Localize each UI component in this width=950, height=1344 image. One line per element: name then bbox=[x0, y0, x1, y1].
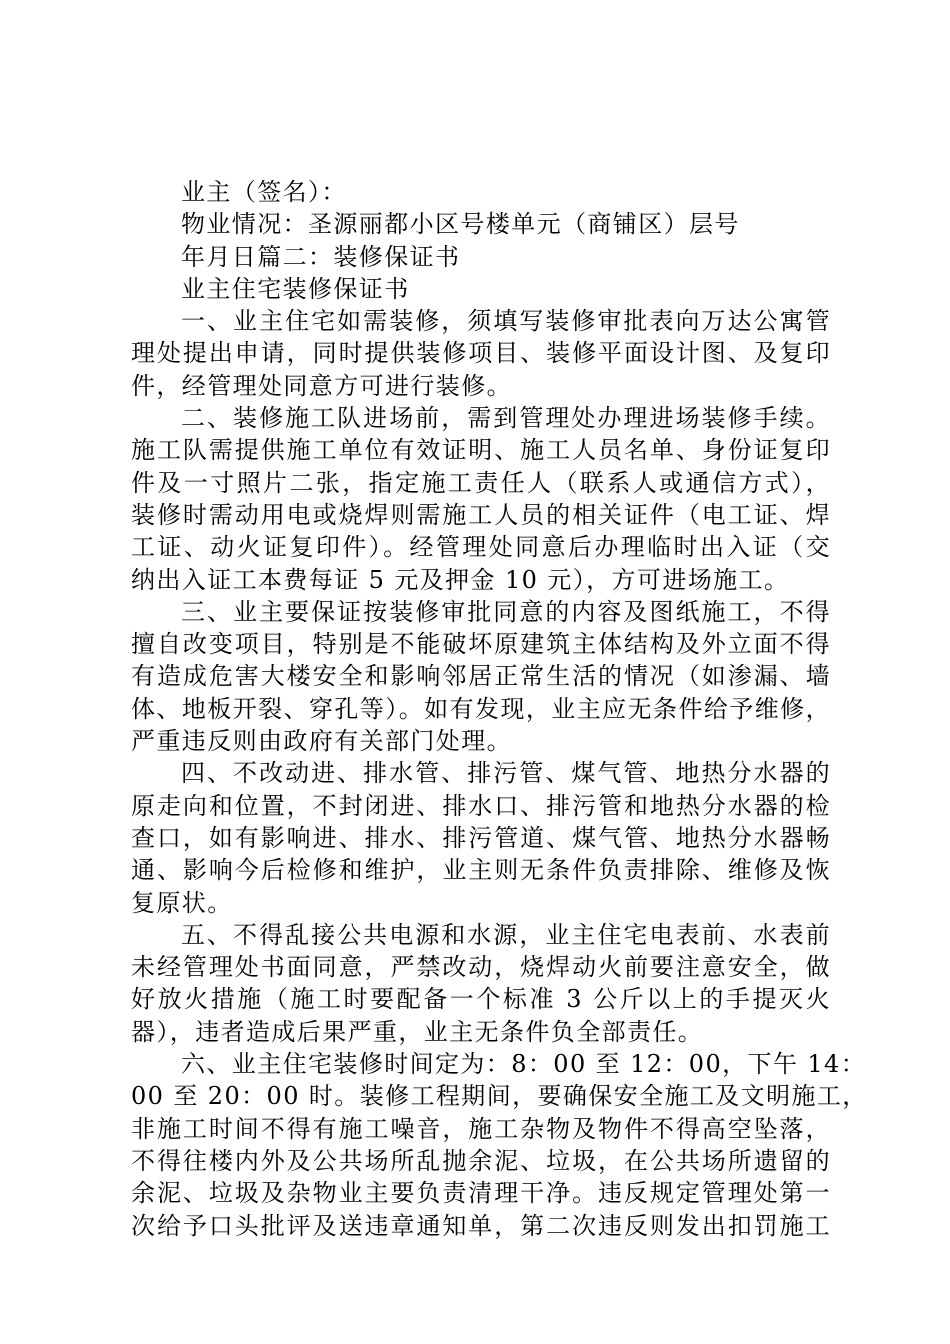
text-line: 余泥、垃圾及杂物业主要负责清理干净。违反规定管理处第一 bbox=[131, 1179, 831, 1208]
text-line: 业主（签名）： bbox=[181, 178, 347, 206]
text-line: 一、业主住宅如需装修，须填写装修审批表向万达公寓管 bbox=[181, 307, 831, 336]
text-line: 不得往楼内外及公共场所乱抛余泥、垃圾，在公共场所遗留的 bbox=[131, 1146, 831, 1175]
text-line: 体、地板开裂、穿孔等）。如有发现，业主应无条件给予维修， bbox=[131, 694, 831, 723]
text-line: 二、装修施工队进场前，需到管理处办理进场装修手续。 bbox=[181, 404, 831, 433]
text-line: 件，经管理处同意方可进行装修。 bbox=[131, 371, 512, 400]
text-line: 复原状。 bbox=[131, 888, 233, 917]
text-line: 年月日篇二：装修保证书 bbox=[181, 242, 461, 271]
text-line: 次给予口头批评及送违章通知单，第二次违反则发出扣罚施工 bbox=[131, 1211, 831, 1240]
text-line: 未经管理处书面同意，严禁改动，烧焊动火前要注意安全，做 bbox=[131, 953, 831, 982]
text-line: 物业情况：圣源丽都小区号楼单元（商铺区）层号 bbox=[181, 210, 740, 239]
text-line: 五、不得乱接公共电源和水源，业主住宅电表前、水表前 bbox=[181, 920, 831, 949]
text-line: 三、业主要保证按装修审批同意的内容及图纸施工，不得 bbox=[181, 597, 831, 626]
text-line: 六、业主住宅装修时间定为：8：00 至 12：00，下午 14： bbox=[181, 1050, 867, 1079]
text-line: 好放火措施（施工时要配备一个标准 3 公斤以上的手提灭火 bbox=[131, 985, 831, 1014]
text-line: 擅自改变项目，特别是不能破坏原建筑主体结构及外立面不得 bbox=[131, 630, 831, 659]
document-body bbox=[131, 176, 868, 1242]
text-line: 四、不改动进、排水管、排污管、煤气管、地热分水器的 bbox=[181, 759, 831, 788]
text-line: 工证、动火证复印件）。经管理处同意后办理临时出入证（交 bbox=[131, 533, 831, 562]
text-line: 器），违者造成后果严重，业主无条件负全部责任。 bbox=[131, 1017, 704, 1046]
text-line: 原走向和位置，不封闭进、排水口、排污管和地热分水器的检 bbox=[131, 791, 831, 820]
text-line: 00 至 20：00 时。装修工程期间，要确保安全施工及文明施工， bbox=[131, 1082, 868, 1111]
text-line: 件及一寸照片二张，指定施工责任人（联系人或通信方式）， bbox=[131, 468, 831, 497]
text-line: 严重违反则由政府有关部门处理。 bbox=[131, 727, 512, 756]
text-line: 有造成危害大楼安全和影响邻居正常生活的情况（如渗漏、墙 bbox=[131, 662, 831, 691]
text-line: 业主住宅装修保证书 bbox=[181, 274, 410, 303]
text-line: 装修时需动用电或烧焊则需施工人员的相关证件（电工证、焊 bbox=[131, 500, 831, 529]
text-line: 查口，如有影响进、排水、排污管道、煤气管、地热分水器畅 bbox=[131, 823, 831, 852]
text-line: 通、影响今后检修和维护，业主则无条件负责排除、维修及恢 bbox=[131, 856, 831, 885]
text-line: 理处提出申请，同时提供装修项目、装修平面设计图、及复印 bbox=[131, 339, 831, 368]
text-line: 非施工时间不得有施工噪音，施工杂物及物件不得高空坠落， bbox=[131, 1114, 831, 1143]
text-line: 施工队需提供施工单位有效证明、施工人员名单、身份证复印 bbox=[131, 436, 831, 465]
text-line: 纳出入证工本费每证 5 元及押金 10 元），方可进场施工。 bbox=[131, 565, 790, 594]
